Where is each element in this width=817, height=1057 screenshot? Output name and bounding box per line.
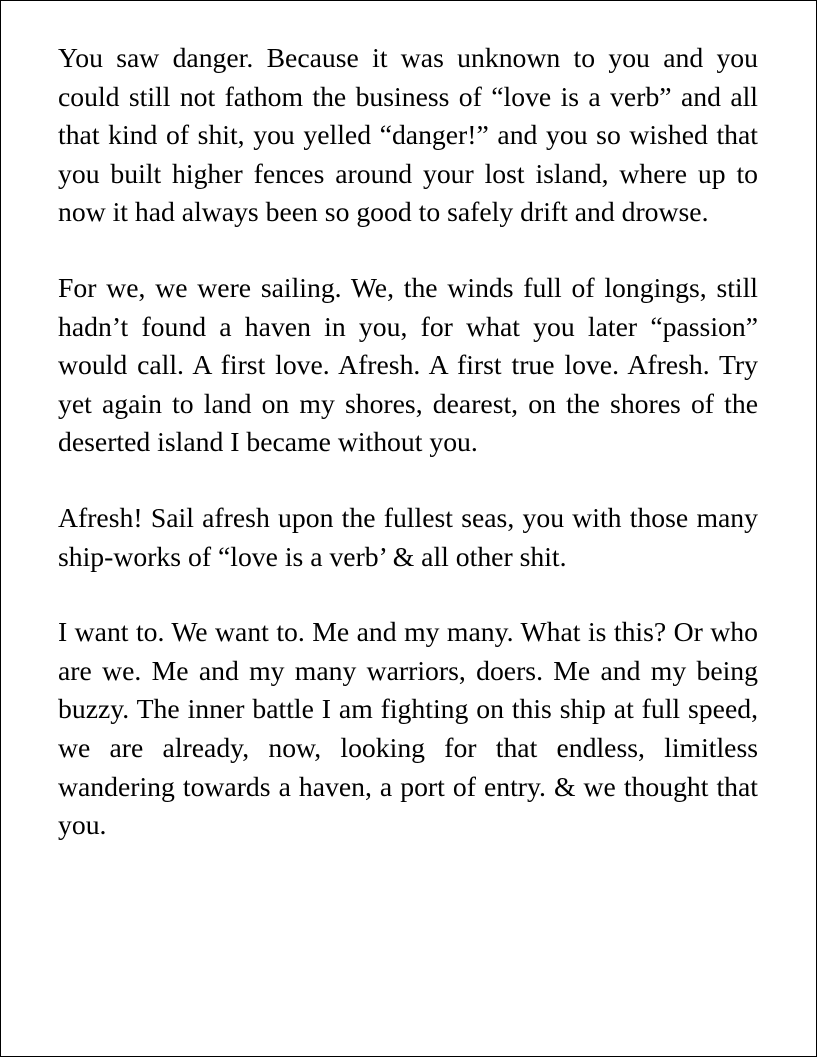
paragraph-4: I want to. We want to. Me and my many. What is this? Or who are we. Me and my many warriors, doers. Me and my being buzzy. The inner battle I am fighting on this ship at full speed, we are already, now, looking for that endless, limitless wandering towards a haven, a port of entry. & we thought that you. <box>58 616 758 841</box>
paragraph-3: Afresh! Sail afresh upon the fullest seas, you with those many ship-works of “love is a verb’ & all other shit. <box>58 501 758 572</box>
document-body <box>58 39 758 845</box>
paragraph-2: For we, we were sailing. We, the winds full of longings, still hadn’t found a haven in you, for what you later “passion” would call. A first love. Afresh. A first true love. Afresh. Try yet again to land on my shores, dearest, on the shores of the deserted island I became without you. <box>58 271 758 458</box>
paragraph-1: You saw danger. Because it was unknown to you and you could still not fathom the business of “love is a verb” and all that kind of shit, you yelled “danger!” and you so wished that you built higher fences around your lost island, where up to now it had always been so good to safely drift and drowse. <box>58 42 758 228</box>
